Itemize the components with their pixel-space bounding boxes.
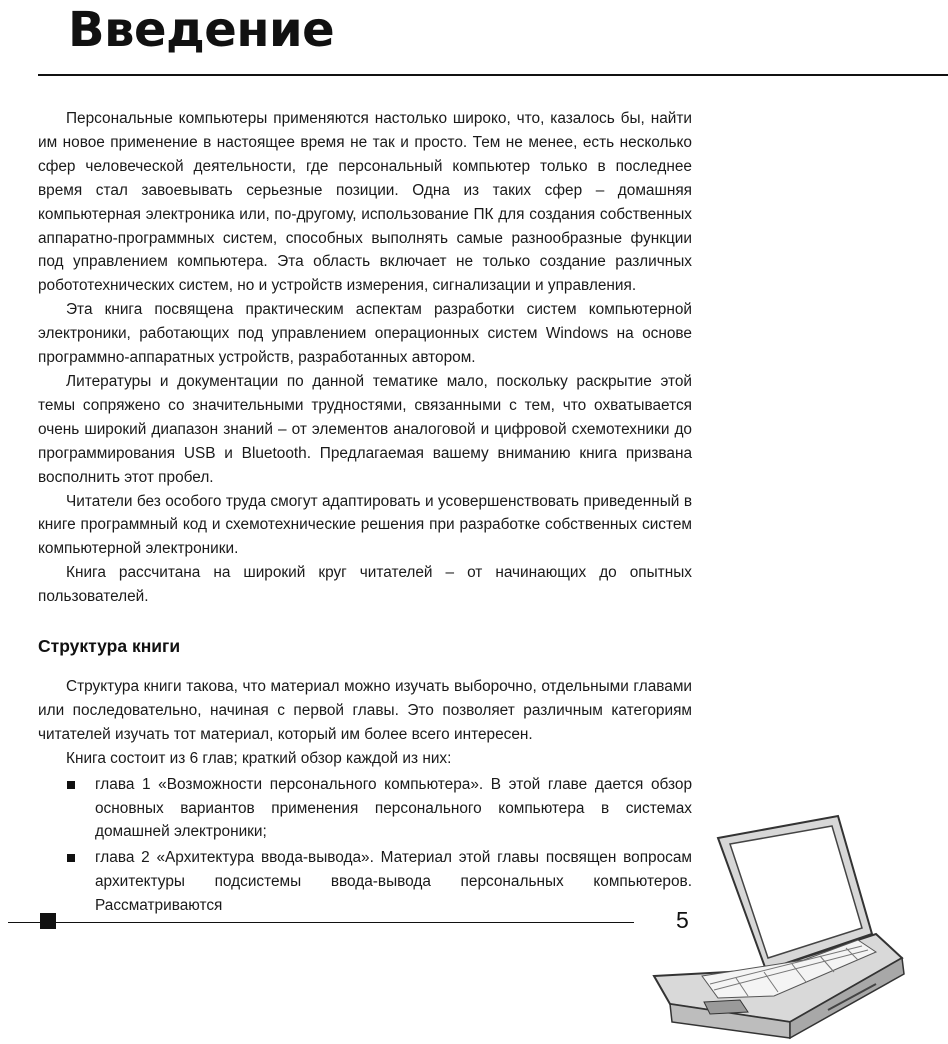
chapter-list-item — [38, 846, 692, 918]
laptop-icon — [640, 800, 948, 1044]
chapter-list-item — [38, 773, 692, 845]
square-bullet-icon — [67, 854, 75, 862]
intro-paragraph: Персональные компьютеры применяются настолько широко, что, казалось бы, найти им новое применение в настоящее время не так и просто. Тем не менее, есть несколько сфер человеческой деятельности, где персональный компьютер только в последнее время стал завоевывать серьезные позиции. Одна из таких сфер – домашняя компьютерная электроника или, по-другому, использование ПК для создания собственных аппаратно-программных систем, способных выполнять самые разнообразные функции под управлением компьютера. Эта область включает не только создание различных робототехнических систем, но и устройств измерения, сигнализации и управления. — [38, 110, 692, 295]
intro-paragraph: Эта книга посвящена практическим аспектам разработки систем компьютерной электроники, работающих под управлением операционных систем Windows на основе программно-аппаратных устройств, разработанных автором. — [38, 301, 692, 367]
square-bullet-icon — [67, 781, 75, 789]
structure-paragraph: Книга состоит из 6 глав; краткий обзор каждой из них: — [66, 749, 452, 767]
title-rule — [38, 74, 948, 76]
chapter-title: Введение — [68, 2, 335, 58]
structure-paragraph: Структура книги такова, что материал можно изучать выборочно, отдельными главами или последовательно, начиная с первой главы. Это позволяет различным категориям читателей изучать тот материал, который им более всего интересен. — [38, 678, 692, 743]
intro-paragraph: Литературы и документации по данной тематике мало, поскольку раскрытие этой темы сопряжено со значительными трудностями, связанными с тем, что охватывается очень широкий диапазон знаний – от элементов аналоговой и цифровой схемотехники до программирования USB и Bluetooth. Предлагаемая вашему вниманию книга призвана восполнить этот пробел. — [38, 372, 692, 486]
structure-section — [38, 675, 692, 918]
intro-paragraph: Книга рассчитана на широкий круг читателей – от начинающих до опытных пользователей. — [38, 564, 692, 606]
section-heading: Структура книги — [38, 636, 181, 656]
intro-paragraph: Читатели без особого труда смогут адаптировать и усовершенствовать приведенный в книге программный код и схемотехнические решения при разработке собственных систем компьютерной электроники. — [38, 492, 692, 558]
footer-rule — [8, 922, 634, 923]
chapter-list-text: глава 2 «Архитектура ввода-вывода». Материал этой главы посвящен вопросам архитектуры подсистемы ввода-вывода персональных компьютеров. Рассматриваются — [95, 849, 692, 915]
intro-section — [38, 107, 692, 609]
chapter-list — [38, 773, 692, 918]
chapter-list-text: глава 1 «Возможности персонального компьютера». В этой главе дается обзор основных вариантов применения персонального компьютера в системах домашней электроники; — [95, 775, 692, 841]
footer-marker — [40, 913, 56, 929]
page-number: 5 — [676, 907, 689, 933]
